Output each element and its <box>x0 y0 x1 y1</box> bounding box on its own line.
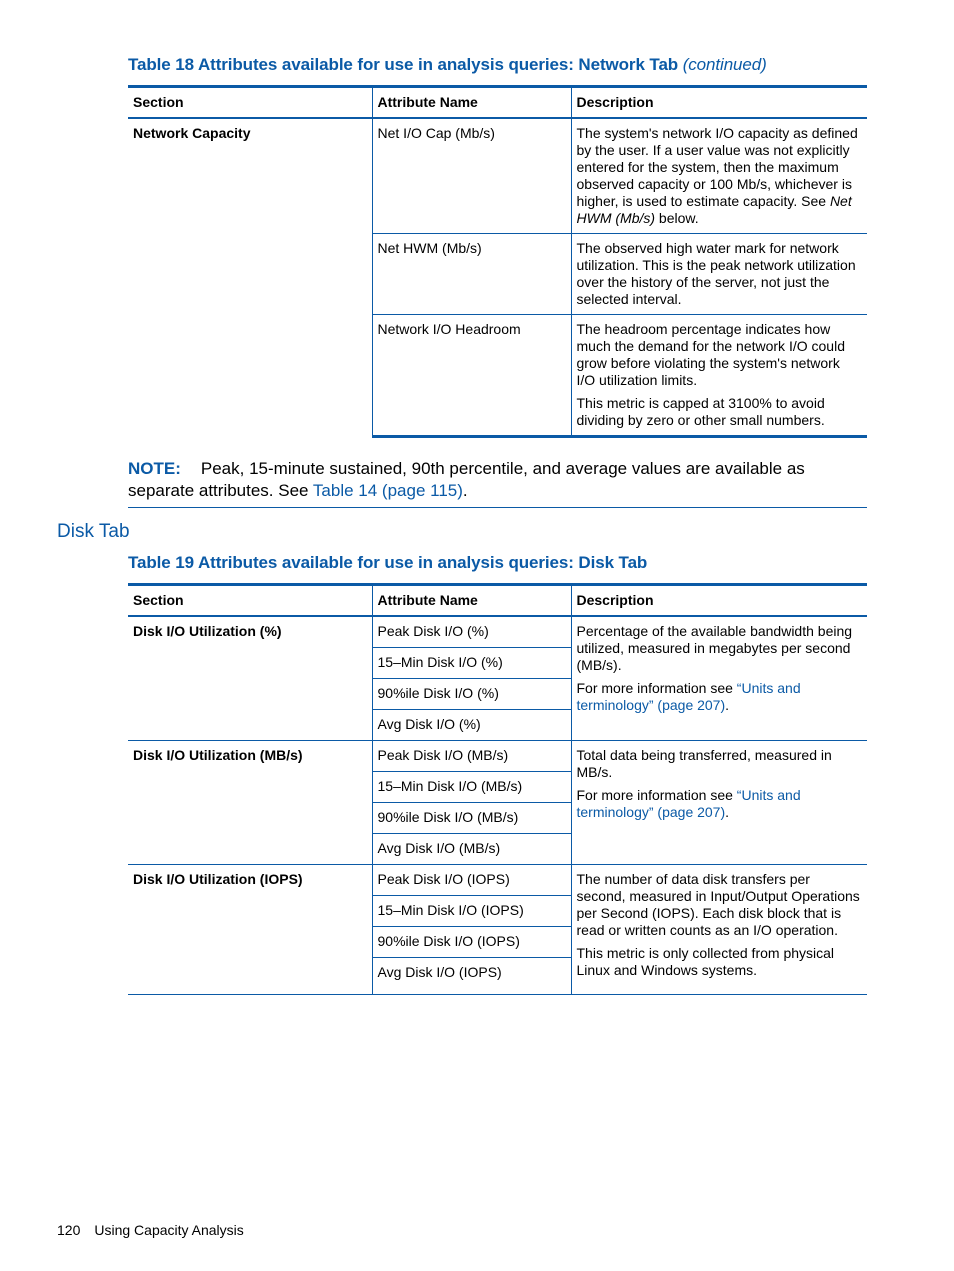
attribute-cell: Net HWM (Mb/s) <box>372 234 571 315</box>
table18-continued: (continued) <box>682 55 767 74</box>
description-text <box>577 680 863 714</box>
note-end: . <box>462 481 468 500</box>
description-text: The number of data disk transfers per second, measured in Input/Output Operations per Second (IOPS). Each disk block that is read or written counts as an I/O operation. <box>576 871 860 938</box>
table18 <box>128 85 867 438</box>
attribute-cell: Peak Disk I/O (IOPS) <box>372 865 571 896</box>
attribute-cell: 90%ile Disk I/O (%) <box>372 679 571 710</box>
description-text: Total data being transferred, measured in MB/s. <box>576 747 832 780</box>
description-part: The system's network I/O capacity as defined by the user. If a user value was not explicitly entered for the system, then the maximum observed capacity or 100 Mb/s, whichever is higher, is used to estimate capacity. See <box>576 125 858 209</box>
attribute-cell: 90%ile Disk I/O (MB/s) <box>372 803 571 834</box>
description-cell <box>571 315 867 437</box>
attribute-cell: Avg Disk I/O (MB/s) <box>372 834 571 865</box>
attribute-cell: Avg Disk I/O (IOPS) <box>372 958 571 995</box>
chapter-title: Using Capacity Analysis <box>94 1222 244 1238</box>
table-row <box>128 741 867 772</box>
description-text <box>577 787 863 821</box>
description-part: . <box>725 697 730 713</box>
attribute-cell: Avg Disk I/O (%) <box>372 710 571 741</box>
attribute-cell: 90%ile Disk I/O (IOPS) <box>372 927 571 958</box>
attribute-cell: 15–Min Disk I/O (MB/s) <box>372 772 571 803</box>
table18-caption <box>128 55 767 75</box>
header-section: Section <box>128 87 372 119</box>
table18-caption-text: Table 18 Attributes available for use in analysis queries: Network Tab <box>128 55 679 74</box>
attribute-cell: Peak Disk I/O (%) <box>372 616 571 648</box>
table-row <box>128 865 867 896</box>
units-terminology-link[interactable]: “Units and terminology” (page 207) <box>576 787 801 820</box>
section-cell: Network Capacity <box>133 125 251 141</box>
description-part: below. <box>655 210 699 226</box>
table19-caption: Table 19 Attributes available for use in analysis queries: Disk Tab <box>128 553 648 572</box>
description-text: This metric is only collected from physical Linux and Windows systems. <box>576 945 835 978</box>
attribute-cell: Network I/O Headroom <box>372 315 571 437</box>
description-cell <box>571 234 867 315</box>
description-cell <box>571 741 867 865</box>
description-italic: Net HWM (Mb/s) <box>576 193 852 226</box>
attribute-cell: 15–Min Disk I/O (%) <box>372 648 571 679</box>
note-text: Peak, 15-minute sustained, 90th percentile, and average values are available as separate attributes. See <box>128 459 805 500</box>
description-part: For more information see <box>576 680 737 696</box>
description-cell <box>571 118 867 234</box>
header-section: Section <box>128 585 372 617</box>
note <box>128 458 867 508</box>
units-terminology-link[interactable]: “Units and terminology” (page 207) <box>576 680 801 713</box>
table19 <box>128 583 867 995</box>
description-cell <box>571 616 867 741</box>
header-description: Description <box>571 585 867 617</box>
description-text: Percentage of the available bandwidth being utilized, measured in megabytes per second (MB/s). <box>576 623 853 673</box>
description-text: This metric is capped at 3100% to avoid dividing by zero or other small numbers. <box>576 395 825 428</box>
disk-tab-heading: Disk Tab <box>57 521 130 542</box>
description-text: The headroom percentage indicates how much the demand for the network I/O could grow before violating the system's network I/O utilization limits. <box>576 321 845 388</box>
header-attribute-name: Attribute Name <box>372 87 571 119</box>
table18-header-row <box>128 87 867 119</box>
section-cell: Disk I/O Utilization (MB/s) <box>128 741 372 865</box>
note-label: NOTE: <box>128 459 181 478</box>
description-part: . <box>725 804 730 820</box>
header-attribute-name: Attribute Name <box>372 585 571 617</box>
note-link[interactable]: Table 14 (page 115) <box>312 481 463 500</box>
table-row <box>128 616 867 648</box>
description-text <box>577 125 863 227</box>
description-text: The observed high water mark for network utilization. This is the peak network utilization over the history of the server, not just the selected interval. <box>576 240 856 307</box>
table19-header-row <box>128 585 867 617</box>
attribute-cell: Net I/O Cap (Mb/s) <box>372 118 571 234</box>
table-row <box>128 118 867 234</box>
page-number: 120 <box>57 1222 81 1238</box>
section-cell: Disk I/O Utilization (IOPS) <box>128 865 372 995</box>
description-cell <box>571 865 867 995</box>
header-description: Description <box>571 87 867 119</box>
attribute-cell: 15–Min Disk I/O (IOPS) <box>372 896 571 927</box>
attribute-cell: Peak Disk I/O (MB/s) <box>372 741 571 772</box>
page-footer <box>57 1222 244 1238</box>
section-cell: Disk I/O Utilization (%) <box>128 616 372 741</box>
description-part: For more information see <box>576 787 737 803</box>
